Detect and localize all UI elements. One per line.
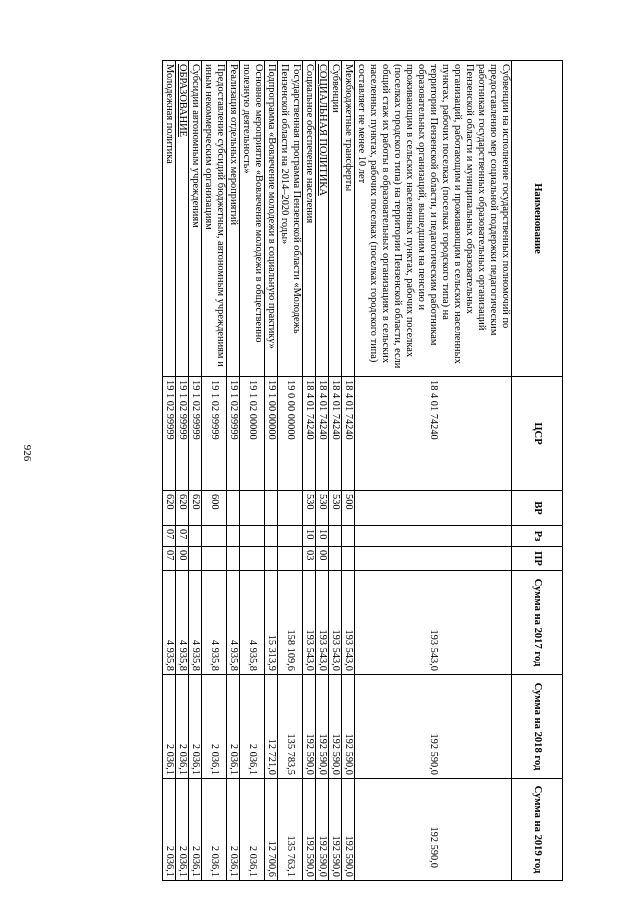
row-sum-2018: 192 590,0 xyxy=(316,675,329,779)
row-sum-2018: 2 036,1 xyxy=(202,675,227,779)
row-name: Основное мероприятие «Вовлечение молодежи в общественно полезную деятельность» xyxy=(240,61,265,377)
row-rz xyxy=(240,526,265,547)
row-sum-2019: 192 590,0 xyxy=(342,779,355,881)
table-row xyxy=(342,61,355,881)
row-csr: 19 0 00 00000 xyxy=(278,377,303,491)
row-sum-2018: 192 590,0 xyxy=(355,675,512,779)
row-pr xyxy=(265,547,278,571)
row-sum-2017: 4 935,8 xyxy=(189,571,202,675)
row-pr xyxy=(278,547,303,571)
row-csr: 19 1 02 00000 xyxy=(240,377,265,491)
row-rz: 07 xyxy=(163,526,176,547)
row-rz: 07 xyxy=(176,526,189,547)
row-vr: 620 xyxy=(189,491,202,526)
row-vr: 530 xyxy=(316,491,329,526)
row-name: Социальное обеспечение населения xyxy=(303,61,316,377)
row-sum-2019: 2 036,1 xyxy=(227,779,240,881)
col-header-rz: Рз xyxy=(512,526,563,547)
row-csr: 19 1 02 99999 xyxy=(176,377,189,491)
row-sum-2017: 193 543,0 xyxy=(303,571,316,675)
row-name: Субвенции xyxy=(329,61,342,377)
row-rz: 10 xyxy=(316,526,329,547)
row-rz xyxy=(355,526,512,547)
col-header-name: Наименование xyxy=(512,61,563,377)
row-pr xyxy=(240,547,265,571)
row-rz xyxy=(278,526,303,547)
col-header-sum-2018: Сумма на 2018 год xyxy=(512,675,563,779)
row-csr: 18 4 01 74240 xyxy=(355,377,512,491)
table-row xyxy=(240,61,265,881)
budget-table xyxy=(162,60,563,881)
row-rz xyxy=(227,526,240,547)
row-sum-2018: 12 721,0 xyxy=(265,675,278,779)
row-pr: 07 xyxy=(163,547,176,571)
table-row xyxy=(278,61,303,881)
row-sum-2019: 192 590,0 xyxy=(303,779,316,881)
row-rz xyxy=(342,526,355,547)
row-sum-2019: 135 763,1 xyxy=(278,779,303,881)
row-sum-2018: 192 590,0 xyxy=(329,675,342,779)
row-pr xyxy=(355,547,512,571)
row-pr xyxy=(227,547,240,571)
row-sum-2018: 192 590,0 xyxy=(303,675,316,779)
table-row xyxy=(227,61,240,881)
row-rz xyxy=(189,526,202,547)
row-sum-2018: 2 036,1 xyxy=(240,675,265,779)
table-row xyxy=(329,61,342,881)
row-csr: 18 4 01 74240 xyxy=(329,377,342,491)
row-name: Предоставление субсидий бюджетным, автономным учреждениям и иным некоммерческим организациям xyxy=(202,61,227,377)
row-pr: 03 xyxy=(303,547,316,571)
col-header-csr: ЦСР xyxy=(512,377,563,491)
row-sum-2018: 2 036,1 xyxy=(176,675,189,779)
header-row xyxy=(512,61,563,881)
row-vr xyxy=(355,491,512,526)
row-sum-2019: 2 036,1 xyxy=(240,779,265,881)
row-sum-2019: 192 590,0 xyxy=(329,779,342,881)
row-vr: 530 xyxy=(329,491,342,526)
row-sum-2017: 15 313,9 xyxy=(265,571,278,675)
row-sum-2018: 2 036,1 xyxy=(189,675,202,779)
row-vr xyxy=(227,491,240,526)
row-sum-2017: 193 543,0 xyxy=(342,571,355,675)
row-name: Субвенции на исполнение государственных полномочий по предоставлению мер социальной поддержки педагогическим работникам государственных образовательных организаций Пензенской области и муниципальных образовательных организаций, работающим и проживающим в сельских населенных пунктах, рабочих поселках (поселках городского типа) на территории Пензенской области, и педагогическим работникам образовательных организаций, вышедшим на пенсию и проживающим в сельских населенных пунктах, рабочих поселках (поселках городского типа) на территории Пензенской области, если общий стаж их работы в образовательных организациях в сельских населенных пунктах, рабочих поселках (поселках городского типа) составляет не менее 10 лет xyxy=(355,61,512,377)
row-sum-2019: 12 700,6 xyxy=(265,779,278,881)
row-sum-2018: 2 036,1 xyxy=(227,675,240,779)
row-pr: 00 xyxy=(176,547,189,571)
row-sum-2019: 2 036,1 xyxy=(176,779,189,881)
row-vr: 500 xyxy=(342,491,355,526)
row-sum-2019: 2 036,1 xyxy=(163,779,176,881)
row-rz xyxy=(329,526,342,547)
table-row xyxy=(316,61,329,881)
row-vr xyxy=(265,491,278,526)
col-header-vr: ВР xyxy=(512,491,563,526)
row-vr: 600 xyxy=(202,491,227,526)
row-sum-2017: 4 935,8 xyxy=(176,571,189,675)
row-name: Подпрограмма «Вовлечение молодежи в социальную практику» xyxy=(265,61,278,377)
row-vr: 620 xyxy=(163,491,176,526)
row-sum-2018: 192 590,0 xyxy=(342,675,355,779)
row-vr: 620 xyxy=(176,491,189,526)
row-csr: 19 1 00 00000 xyxy=(265,377,278,491)
col-header-pr: ПР xyxy=(512,547,563,571)
row-csr: 18 4 01 74240 xyxy=(316,377,329,491)
row-sum-2019: 192 590,0 xyxy=(316,779,329,881)
row-name: ОБРАЗОВАНИЕ xyxy=(176,61,189,377)
row-sum-2017: 4 935,8 xyxy=(227,571,240,675)
table-row xyxy=(202,61,227,881)
row-name: Государственная программа Пензенской области «Молодежь Пензенской области на 2014–2020 годы» xyxy=(278,61,303,377)
row-csr: 19 1 02 99999 xyxy=(202,377,227,491)
page-number: 926 xyxy=(21,444,33,462)
row-sum-2017: 4 935,8 xyxy=(202,571,227,675)
col-header-sum-2017: Сумма на 2017 год xyxy=(512,571,563,675)
row-vr xyxy=(240,491,265,526)
row-pr xyxy=(189,547,202,571)
row-sum-2018: 2 036,1 xyxy=(163,675,176,779)
table-row xyxy=(355,61,512,881)
row-vr xyxy=(278,491,303,526)
row-csr: 19 1 02 99999 xyxy=(189,377,202,491)
table-row xyxy=(163,61,176,881)
row-rz: 10 xyxy=(303,526,316,547)
row-pr: 00 xyxy=(316,547,329,571)
col-header-sum-2019: Сумма на 2019 год xyxy=(512,779,563,881)
row-sum-2017: 193 543,0 xyxy=(355,571,512,675)
table-row xyxy=(176,61,189,881)
row-name: СОЦИАЛЬНАЯ ПОЛИТИКА xyxy=(316,61,329,377)
row-sum-2017: 158 109,6 xyxy=(278,571,303,675)
table-row xyxy=(303,61,316,881)
rotated-table-frame xyxy=(111,60,563,880)
row-rz xyxy=(202,526,227,547)
row-csr: 18 4 01 74240 xyxy=(303,377,316,491)
row-csr: 19 1 02 99999 xyxy=(227,377,240,491)
row-pr xyxy=(329,547,342,571)
row-csr: 18 4 01 74240 xyxy=(342,377,355,491)
row-sum-2017: 193 543,0 xyxy=(329,571,342,675)
row-sum-2019: 2 036,1 xyxy=(189,779,202,881)
row-name: Межбюджетные трансферты xyxy=(342,61,355,377)
row-rz xyxy=(265,526,278,547)
table-row xyxy=(265,61,278,881)
row-vr: 530 xyxy=(303,491,316,526)
row-sum-2019: 192 590,0 xyxy=(355,779,512,881)
row-sum-2019: 2 036,1 xyxy=(202,779,227,881)
row-sum-2017: 4 935,8 xyxy=(163,571,176,675)
row-sum-2017: 193 543,0 xyxy=(316,571,329,675)
row-pr xyxy=(202,547,227,571)
row-csr: 19 1 02 99999 xyxy=(163,377,176,491)
row-name: Реализация отдельных мероприятий xyxy=(227,61,240,377)
row-sum-2017: 4 935,8 xyxy=(240,571,265,675)
row-name: Субсидии автономным учреждениям xyxy=(189,61,202,377)
row-name: Молодежная политика xyxy=(163,61,176,377)
row-sum-2018: 135 783,5 xyxy=(278,675,303,779)
table-row xyxy=(189,61,202,881)
row-pr xyxy=(342,547,355,571)
